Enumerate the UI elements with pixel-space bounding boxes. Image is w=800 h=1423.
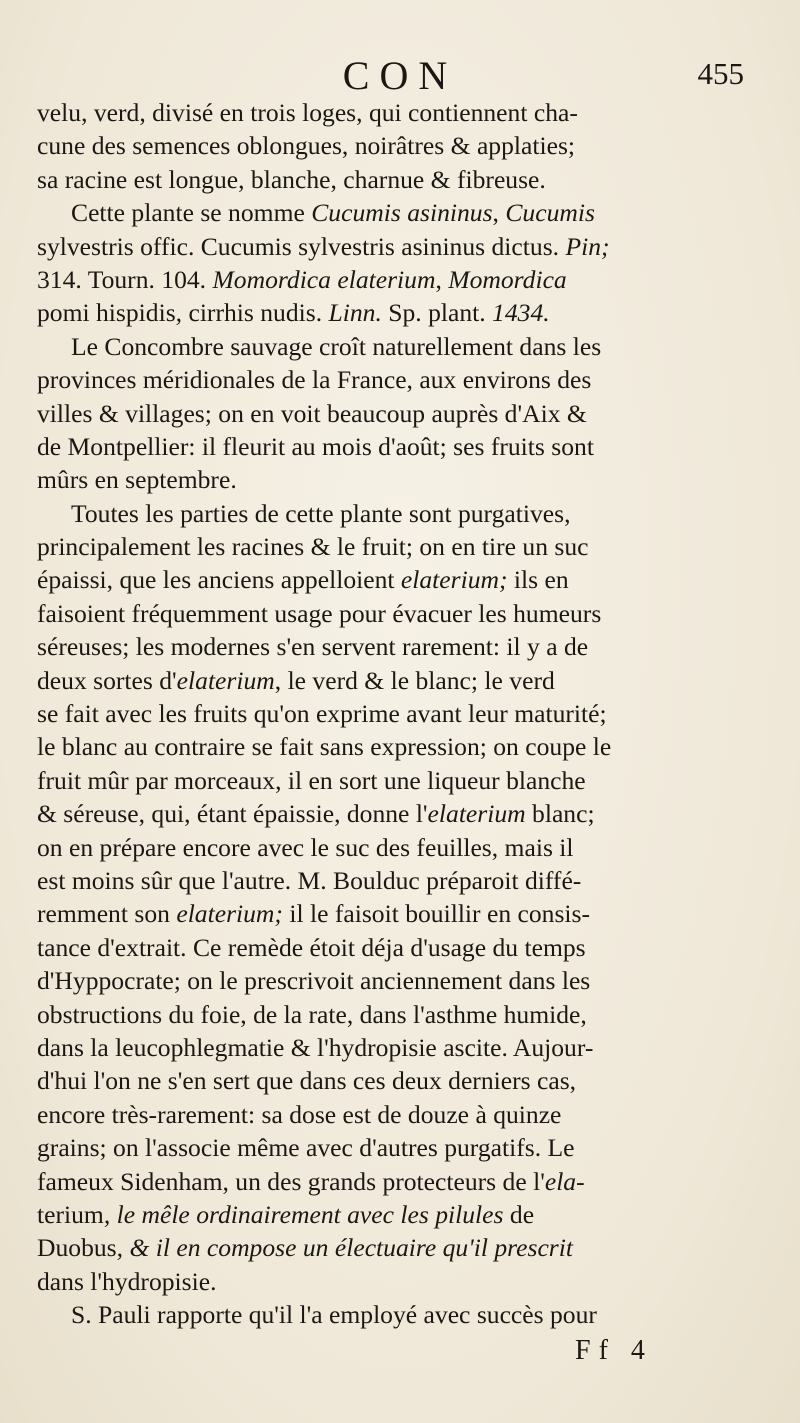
text-line: & séreuse, qui, étant épaissie, donne l'elaterium blanc; <box>37 799 595 829</box>
text-line: d'hui l'on ne s'en sert que dans ces deux derniers cas, <box>37 1066 577 1096</box>
text-line: encore très-rarement: sa dose est de douze à quinze <box>37 1099 562 1129</box>
text-line: provinces méridionales de la France, aux environs des <box>37 365 592 395</box>
text-line: deux sortes d'elaterium, le verd & le blanc; le verd <box>37 665 555 695</box>
text-line: se fait avec les fruits qu'on exprime avant leur maturité; <box>37 699 607 729</box>
text-line: de Montpellier: il fleurit au mois d'août; ses fruits sont <box>37 431 594 461</box>
text-line: sa racine est longue, blanche, charnue & fibreuse. <box>37 164 546 194</box>
text-line: cune des semences oblongues, noirâtres & applaties; <box>37 131 576 161</box>
text-line: Duobus, & il en compose un électuaire qu'il prescrit <box>37 1233 573 1263</box>
body-text <box>37 96 737 1331</box>
page-header <box>0 52 800 102</box>
signature-mark: Ff 4 <box>575 1335 653 1366</box>
text-line: dans la leucophlegmatie & l'hydropisie ascite. Aujour- <box>37 1032 594 1062</box>
text-line: obstructions du foie, de la rate, dans l'asthme humide, <box>37 999 587 1029</box>
text-line: principalement les racines & le fruit; on en tire un suc <box>37 532 589 562</box>
text-line: Cette plante se nomme Cucumis asininus, Cucumis <box>71 198 595 228</box>
text-line: séreuses; les modernes s'en servent rarement: il y a de <box>37 632 589 662</box>
text-line: velu, verd, divisé en trois loges, qui contiennent cha- <box>37 98 578 127</box>
text-line: Toutes les parties de cette plante sont purgatives, <box>71 498 571 528</box>
text-line: on en prépare encore avec le suc des feuilles, mais il <box>37 832 574 862</box>
text-line: fruit mûr par morceaux, il en sort une liqueur blanche <box>37 765 586 795</box>
text-line: le blanc au contraire se fait sans expression; on coupe le <box>37 732 612 762</box>
text-line: pomi hispidis, cirrhis nudis. Linn. Sp. plant. 1434. <box>37 298 550 328</box>
text-line: mûrs en septembre. <box>37 465 237 495</box>
text-line: est moins sûr que l'autre. M. Boulduc préparoit diffé- <box>37 865 582 895</box>
text-line: terium, le mêle ordinairement avec les pilules de <box>37 1199 535 1229</box>
text-line: fameux Sidenham, un des grands protecteurs de l'ela- <box>37 1166 585 1196</box>
text-line: tance d'extrait. Ce remède étoit déja d'usage du temps <box>37 932 586 962</box>
running-head: CON <box>342 53 458 98</box>
text-line: grains; on l'associe même avec d'autres purgatifs. Le <box>37 1133 575 1163</box>
text-line: épaissi, que les anciens appelloient elaterium; ils en <box>37 565 569 595</box>
text-line: remment son elaterium; il le faisoit bouillir en consis- <box>37 899 591 929</box>
page-number: 455 <box>697 56 744 91</box>
text-line: S. Pauli rapporte qu'il l'a employé avec succès pour <box>71 1300 597 1330</box>
text-line: 314. Tourn. 104. Momordica elaterium, Momordica <box>37 264 567 294</box>
text-line: sylvestris offic. Cucumis sylvestris asininus dictus. Pin; <box>37 231 610 261</box>
text-line: dans l'hydropisie. <box>37 1266 217 1296</box>
text-line: Le Concombre sauvage croît naturellement dans les <box>71 331 602 361</box>
text-line: d'Hyppocrate; on le prescrivoit anciennement dans les <box>37 966 591 996</box>
text-line: villes & villages; on en voit beaucoup auprès d'Aix & <box>37 398 587 428</box>
text-line: faisoient fréquemment usage pour évacuer les humeurs <box>37 598 602 628</box>
